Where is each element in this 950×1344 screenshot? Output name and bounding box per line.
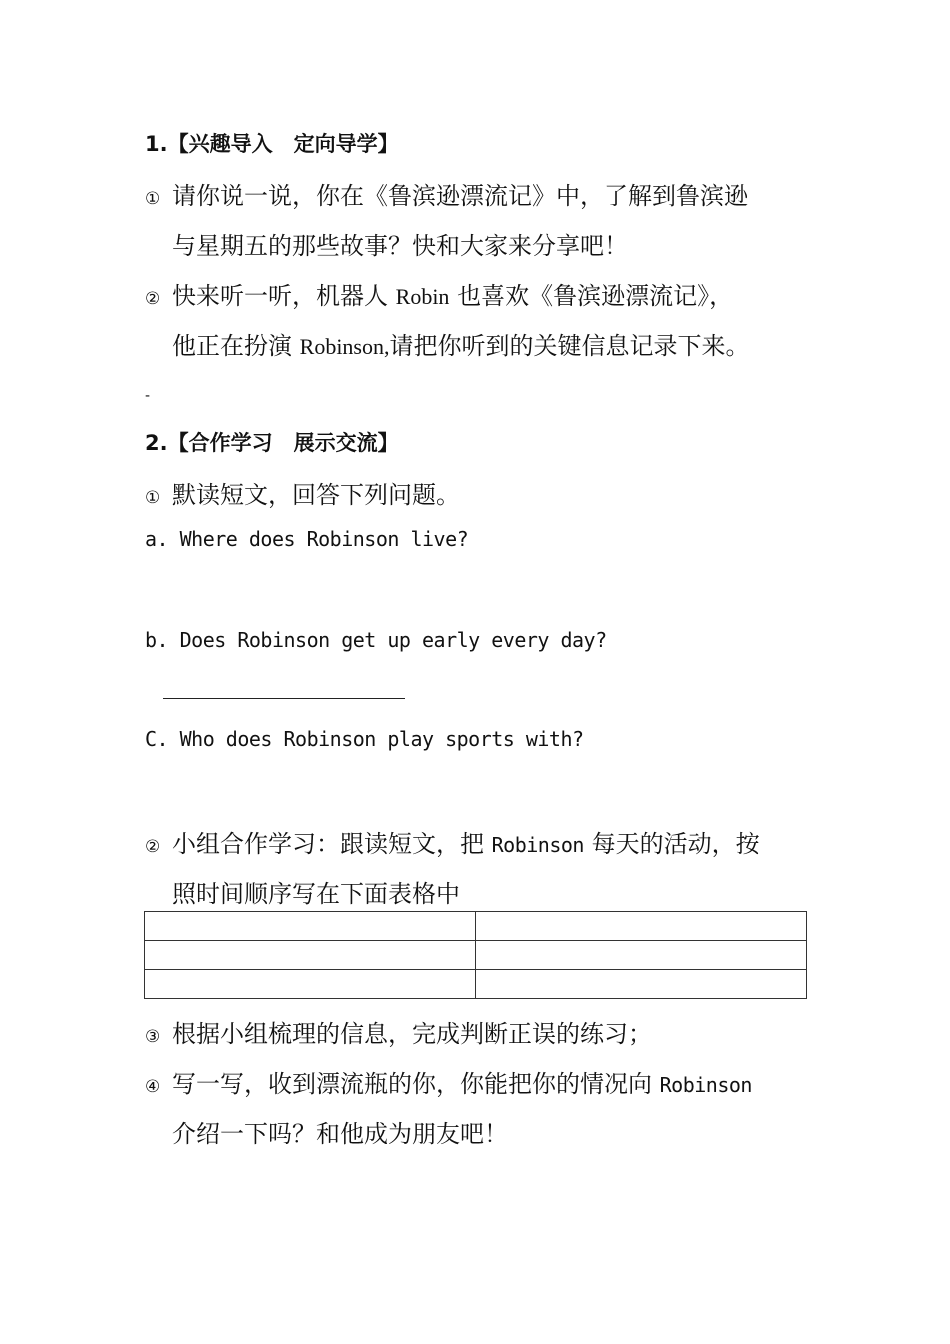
paragraph-text: 根据小组梳理的信息，完成判断正误的练习； [172,1020,652,1048]
section-2-item-4-line-2: 介绍一下吗？和他成为朋友吧！ [172,1120,508,1148]
table-cell[interactable] [145,912,476,941]
heading-section-2: 2.【合作学习 展示交流】 [145,431,399,455]
english-word: Robin [395,284,450,309]
paragraph-text: 他正在扮演 [172,332,300,360]
english-word: Robinson, [299,334,390,359]
section-2-item-2-line-1 [145,824,760,859]
table-row [145,912,807,941]
paragraph-2-line-2 [172,326,750,361]
answer-blank-line[interactable] [163,698,405,699]
item-number: ① [145,488,161,508]
item-number: ④ [145,1077,161,1097]
section-2-item-2-line-2: 照时间顺序写在下面表格中 [172,880,460,908]
item-number: ① [145,189,161,209]
paragraph-text: 请你说一说，你在《鲁滨逊漂流记》中，了解到鲁滨逊 [172,182,748,210]
item-number: ③ [145,1027,161,1047]
english-word: Robinson [491,833,584,857]
section-2-item-1 [145,475,460,510]
question-b: b. Does Robinson get up early every day? [145,628,607,652]
activity-table [144,911,807,999]
paragraph-text: 小组合作学习：跟读短文，把 [172,830,492,858]
item-number: ② [145,289,161,309]
paragraph-text: 快来听一听，机器人 [172,282,396,310]
paragraph-1-line-2: 与星期五的那些故事？快和大家来分享吧！ [172,232,628,260]
section-2-item-3 [145,1014,652,1049]
item-number: ② [145,837,161,857]
table-cell[interactable] [476,941,807,970]
paragraph-1-line-1 [145,176,748,211]
paragraph-text: 每天的活动，按 [583,830,760,858]
paragraph-text: 默读短文，回答下列问题。 [172,481,460,509]
section-2-item-4-line-1 [145,1064,752,1099]
table-cell[interactable] [145,941,476,970]
question-c: C. Who does Robinson play sports with? [145,727,584,751]
separator-mark: - [145,388,151,404]
table-cell[interactable] [145,970,476,999]
heading-section-1: 1.【兴趣导入 定向导学】 [145,132,399,156]
table-cell[interactable] [476,912,807,941]
paragraph-text: 也喜欢《鲁滨逊漂流记》， [449,282,734,310]
paragraph-2-line-1 [145,276,733,311]
english-word: Robinson [659,1073,752,1097]
question-a: a. Where does Robinson live? [145,527,469,551]
paragraph-text: 写一写，收到漂流瓶的你，你能把你的情况向 [172,1070,660,1098]
table-row [145,941,807,970]
table-cell[interactable] [476,970,807,999]
table-row [145,970,807,999]
paragraph-text: 请把你听到的关键信息记录下来。 [389,332,750,360]
